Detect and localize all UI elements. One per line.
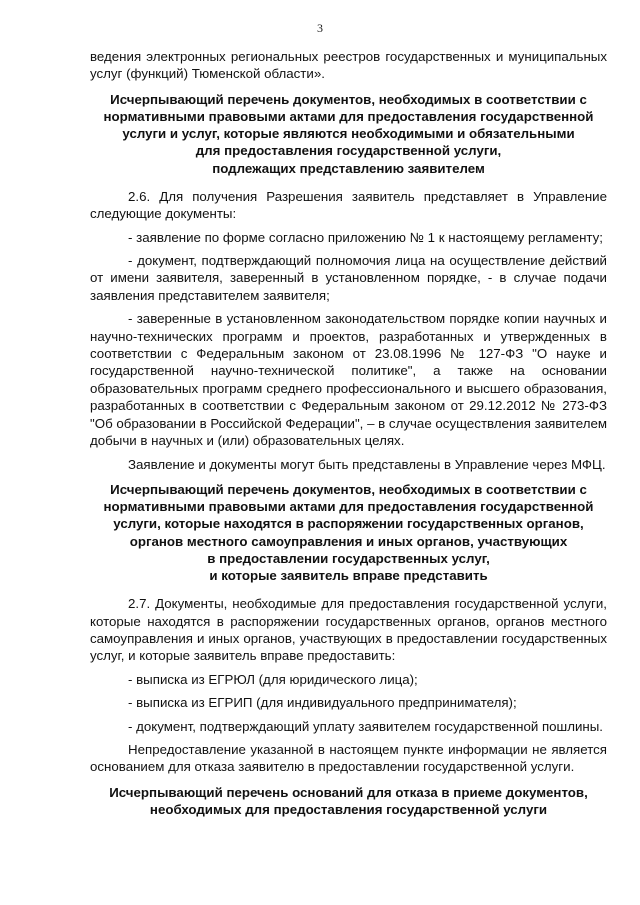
section-heading-refusal-grounds	[90, 784, 607, 818]
section-heading-optional-documents	[90, 481, 607, 584]
heading-line: для предоставления государственной услуги,	[195, 143, 502, 159]
document-body	[90, 48, 607, 829]
heading-line: необходимых для предоставления государственной услуги	[149, 802, 548, 817]
list-item-state-fee: - документ, подтверждающий уплату заявителем государственной пошлины.	[128, 718, 604, 734]
heading-line: услуги и услуг, которые являются необходимыми и обязательными	[122, 126, 575, 142]
paragraph-2-7: 2.7. Документы, необходимые для предоставления государственной услуги, которые находятся в распоряжении государственных органов, органов местного самоуправления и иных органов, участвующих в предоставлении государственных услуг, и которые заявитель вправе предоставить:	[90, 596, 607, 664]
section-heading-required-documents	[90, 91, 607, 177]
heading-line: нормативными правовыми актами для предоставления государственной	[103, 499, 594, 515]
heading-line: органов местного самоуправления и иных органов, участвующих	[129, 533, 568, 549]
heading-line: подлежащих представлению заявителем	[212, 160, 485, 176]
heading-line: услуги, которые находятся в распоряжении государственных органов,	[113, 516, 584, 532]
heading-line: Исчерпывающий перечень документов, необходимых в соответствии с	[110, 481, 587, 497]
heading-line: Исчерпывающий перечень документов, необходимых в соответствии с	[110, 91, 587, 107]
list-item-application: - заявление по форме согласно приложению № 1 к настоящему регламенту;	[128, 229, 603, 245]
heading-line: и которые заявитель вправе представить	[209, 567, 488, 583]
list-item-certified-copies: - заверенные в установленном законодательством порядке копии научных и научно-технических программ и проектов, разработанных и утвержденных в соответствии с Федеральным законом от 23.08.1996 № 127-ФЗ "О науке и государственной научно-технической политике", а также на основании образовательных программ среднего профессионального и высшего образования, разработанных в соответствии с Федеральным законом от 29.12.2012 № 273-ФЗ "Об образовании в Российской Федерации", – в случае осуществления заявителем добычи в научных и (или) образовательных целях.	[90, 311, 607, 449]
paragraph-intro: ведения электронных региональных реестров государственных и муниципальных услуг (функций) Тюменской области».	[90, 49, 607, 82]
page-number: 3	[317, 21, 323, 35]
heading-line: нормативными правовыми актами для предоставления государственной	[103, 109, 594, 125]
paragraph-refusal-note: Непредоставление указанной в настоящем пункте информации не является основанием для отказа заявителю в предоставлении государственной услуги.	[90, 741, 607, 775]
list-item-egrip: - выписка из ЕГРИП (для индивидуального предпринимателя);	[128, 695, 517, 711]
paragraph-2-6: 2.6. Для получения Разрешения заявитель представляет в Управление следующие документы:	[90, 188, 607, 222]
paragraph-mfc: Заявление и документы могут быть представлены в Управление через МФЦ.	[128, 456, 606, 472]
list-item-authority-document: - документ, подтверждающий полномочия лица на осуществление действий от имени заявителя, заверенный в установленном порядке, - в случае подачи заявления представителем заявителя;	[90, 253, 607, 303]
heading-line: в предоставлении государственных услуг,	[207, 550, 490, 566]
heading-line: Исчерпывающий перечень оснований для отказа в приеме документов,	[109, 784, 588, 800]
list-item-egrul: - выписка из ЕГРЮЛ (для юридического лица);	[128, 671, 418, 687]
